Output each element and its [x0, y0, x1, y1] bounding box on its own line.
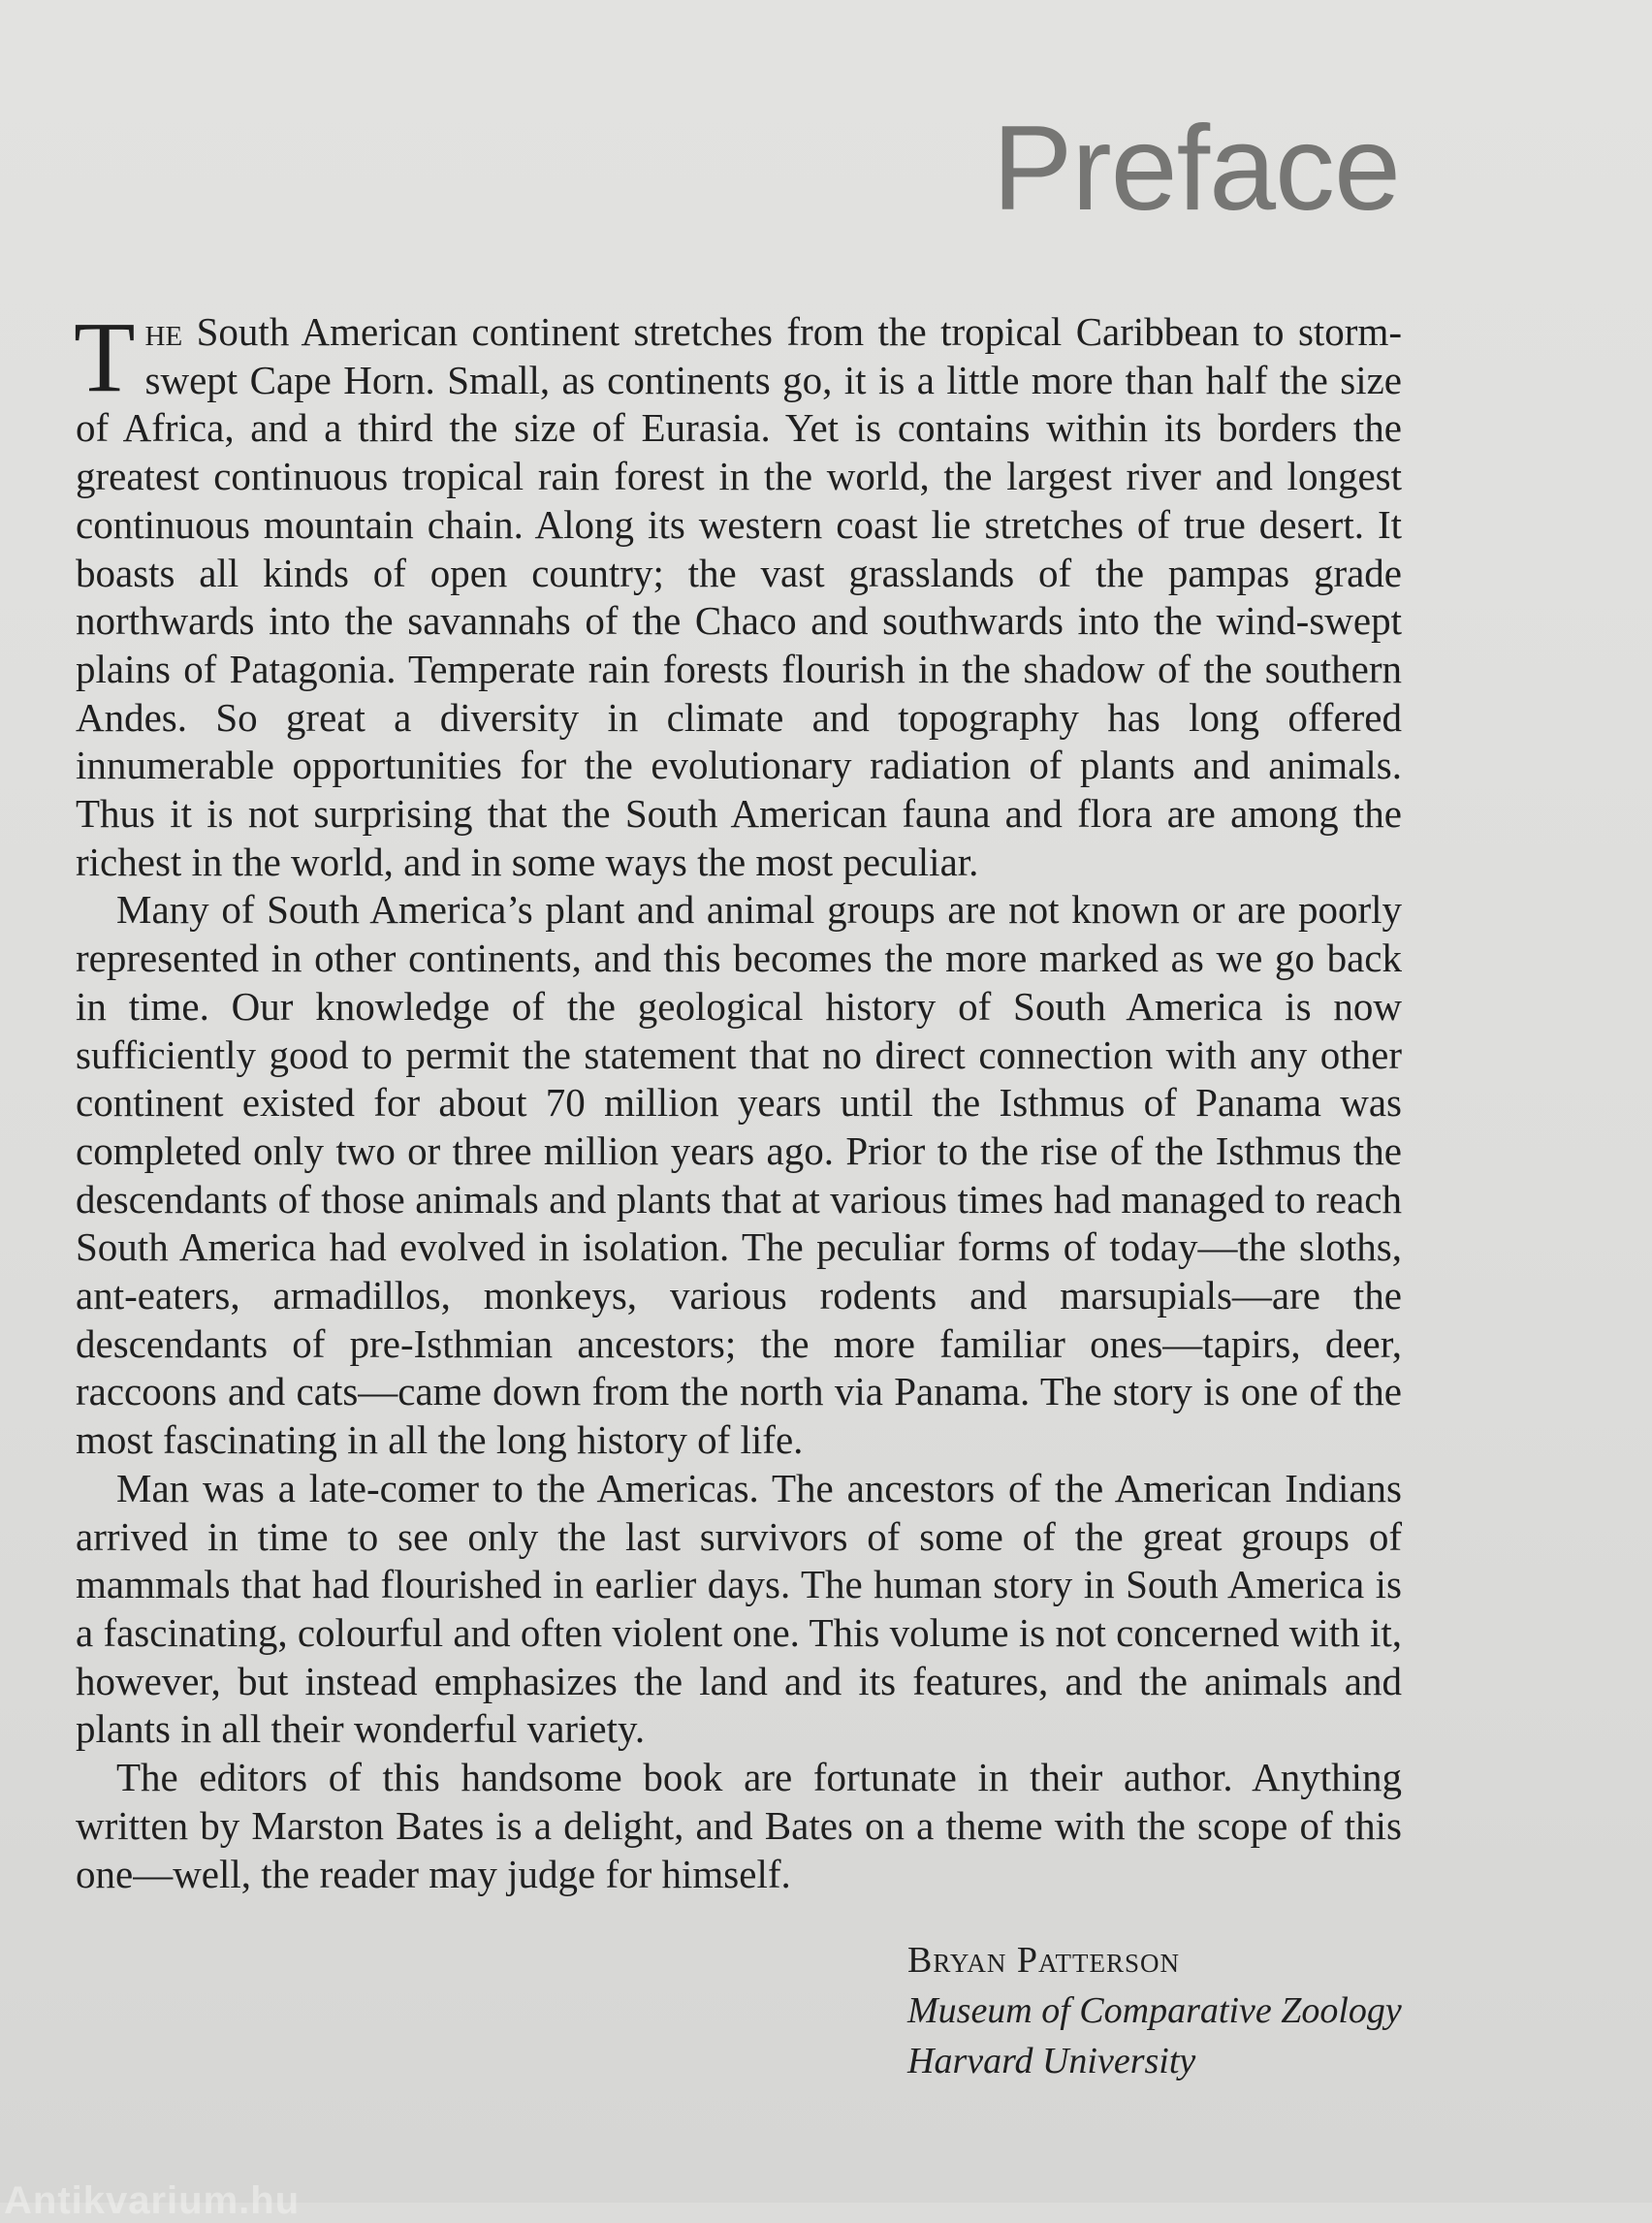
author-institution: Museum of Comparative Zoology — [907, 1990, 1402, 2031]
author-name: Bryan Patterson — [907, 1940, 1181, 1981]
page-title: Preface — [992, 102, 1400, 236]
drop-cap: T — [74, 302, 136, 413]
smallcaps-lead: he — [144, 309, 183, 354]
paragraph-2: Many of South America’s plant and animal groups are not known or are poorly represented in other continents, and this becomes the more marked as we go back in time. Our knowledge of the geological history of South America is now sufficiently good to permit the statement that no direct connection with any other continent existed for about 70 million years until the Isthmus of Panama was completed only two or three million years ago. Prior to the rise of the Isthmus the descendants of those animals and plants that at various times had managed to reach South America had evolved in isolation. The peculiar forms of today—the sloths, ant-eaters, armadillos, monkeys, various rodents and marsupials—are the descendants of pre-Isthmian ancestors; the more familiar ones—tapirs, deer, raccoons and cats—came down from the north via Panama. The story is one of the most fascinating in all the long history of life. — [76, 887, 1402, 1463]
paragraph-4: The editors of this handsome book are fortunate in their author. Anything written by Marston Bates is a delight, and Bates on a theme with the scope of this one—well, the reader may judge for himself. — [76, 1755, 1402, 1896]
preface-body — [74, 302, 1402, 1898]
paragraph-1-text: South American continent stretches from the tropical Caribbean to storm-swept Cape Horn. Small, as continents go, it is a little more than half the size of Africa, and a third the size of Eurasia. Yet is contains within its borders the greatest continuous tropical rain forest in the world, the largest river and longest continuous mountain chain. Along its western coast lie stretches of true desert. It boasts all kinds of open country; the vast grasslands of the pampas grade northwards into the savannahs of the Chaco and southwards into the wind-swept plains of Patagonia. Temperate rain forests flourish in the shadow of the southern Andes. So great a diversity in climate and topography has long offered innumerable opportunities for the evolutionary radiation of plants and animals. Thus it is not surprising that the South American fauna and flora are among the richest in the world, and in some ways the most peculiar. — [76, 309, 1402, 884]
paragraph-3: Man was a late-comer to the Americas. The ancestors of the American Indians arrived in time to see only the last survivors of some of the great groups of mammals that had flourished in earlier days. The human story in South America is a fascinating, colourful and often violent one. This volume is not concerned with it, however, but instead emphasizes the land and its features, and the animals and plants in all their wonderful variety. — [76, 1465, 1402, 1752]
author-university: Harvard University — [907, 2041, 1196, 2081]
watermark: Antikvarium.hu — [4, 2179, 301, 2222]
signature-block — [907, 1935, 1402, 2086]
paragraph-1 — [74, 302, 1402, 886]
